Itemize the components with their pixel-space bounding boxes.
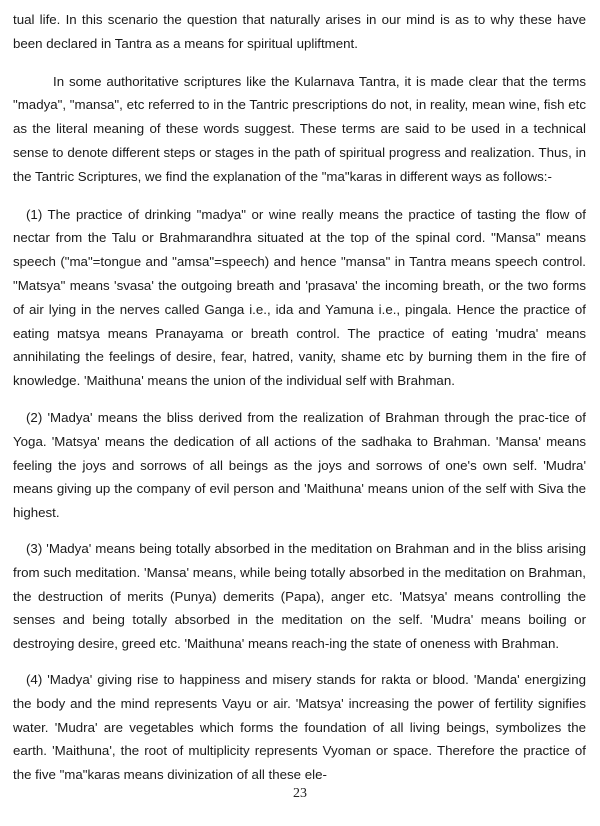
paragraph-kularnava-tantra: In some authoritative scriptures like the Kularnava Tantra, it is made clear that the terms "madya", "mansa", etc referred to in the Tantric prescriptions do not, in reality, mean wine, fish etc as the literal meaning of these words suggest. These terms are said to be used in a technical sense to denote different steps or stages in the path of spiritual progress and realization. Thus, in the Tantric Scriptures, we find the explanation of the "ma"karas in different ways as follows:- (13, 73, 586, 184)
paragraph-explanation-4: (4) 'Madya' giving rise to happiness and misery stands for rakta or blood. 'Manda' energizing the body and the mind represents Vayu or air. 'Matsya' increasing the power of fertility signifies water. 'Mudra' are vegetables which forms the foundation of all living beings, symbolizes the earth. 'Maithuna', the root of multiplicity represents Vyoman or space. Therefore the practice of the five "ma"karas means divinization of all these ele- (13, 671, 586, 783)
paragraph-explanation-2: (2) 'Madya' means the bliss derived from the realization of Brahman through the prac-tice of Yoga. 'Matsya' means the dedication of all actions of the sadhaka to Brahman. 'Mansa' means feeling the joys and sorrows of all beings as the joys and sorrows of one's own self. 'Mudra' means giving up the company of evil person and 'Maithuna' means union of the self with Siva the highest. (13, 409, 586, 521)
paragraph-explanation-1: (1) The practice of drinking "madya" or wine really means the practice of tasting the flow of nectar from the Talu or Brahmarandhra situated at the top of the spinal cord. "Mansa" means speech ("ma"=tongue and "amsa"=speech) and hence "mansa" in Tantra means speech control. "Matsya" means 'svasa' the outgoing breath and 'prasava' the incoming breath, or the two forms of air lying in the nerves called Ganga i.e., ida and Yamuna i.e., pingala. Hence the practice of eating matsya means Pranayama or breath control. The practice of eating 'mudra' means annihilating the feelings of desire, fear, hatred, vanity, shame etc by burning them in the fire of knowledge. 'Maithuna' means the union of the individual self with Brahman. (13, 206, 586, 389)
paragraph-explanation-3: (3) 'Madya' means being totally absorbed in the meditation on Brahman and in the bliss arising from such meditation. 'Mansa' means, while being totally absorbed in the meditation on Brahman, the destruction of merits (Punya) demerits (Papa), anger etc. 'Matsya' means controlling the senses and being totally absorbed in the meditation on the self. 'Mudra' means boiling or destroying desire, greed etc. 'Maithuna' means reach-ing the state of oneness with Brahman. (13, 540, 586, 652)
paragraph-continuation: tual life. In this scenario the question that naturally arises in our mind is as to why these have been declared in Tantra as a means for spiritual upliftment. (13, 12, 586, 51)
page-number: 23 (293, 786, 307, 801)
